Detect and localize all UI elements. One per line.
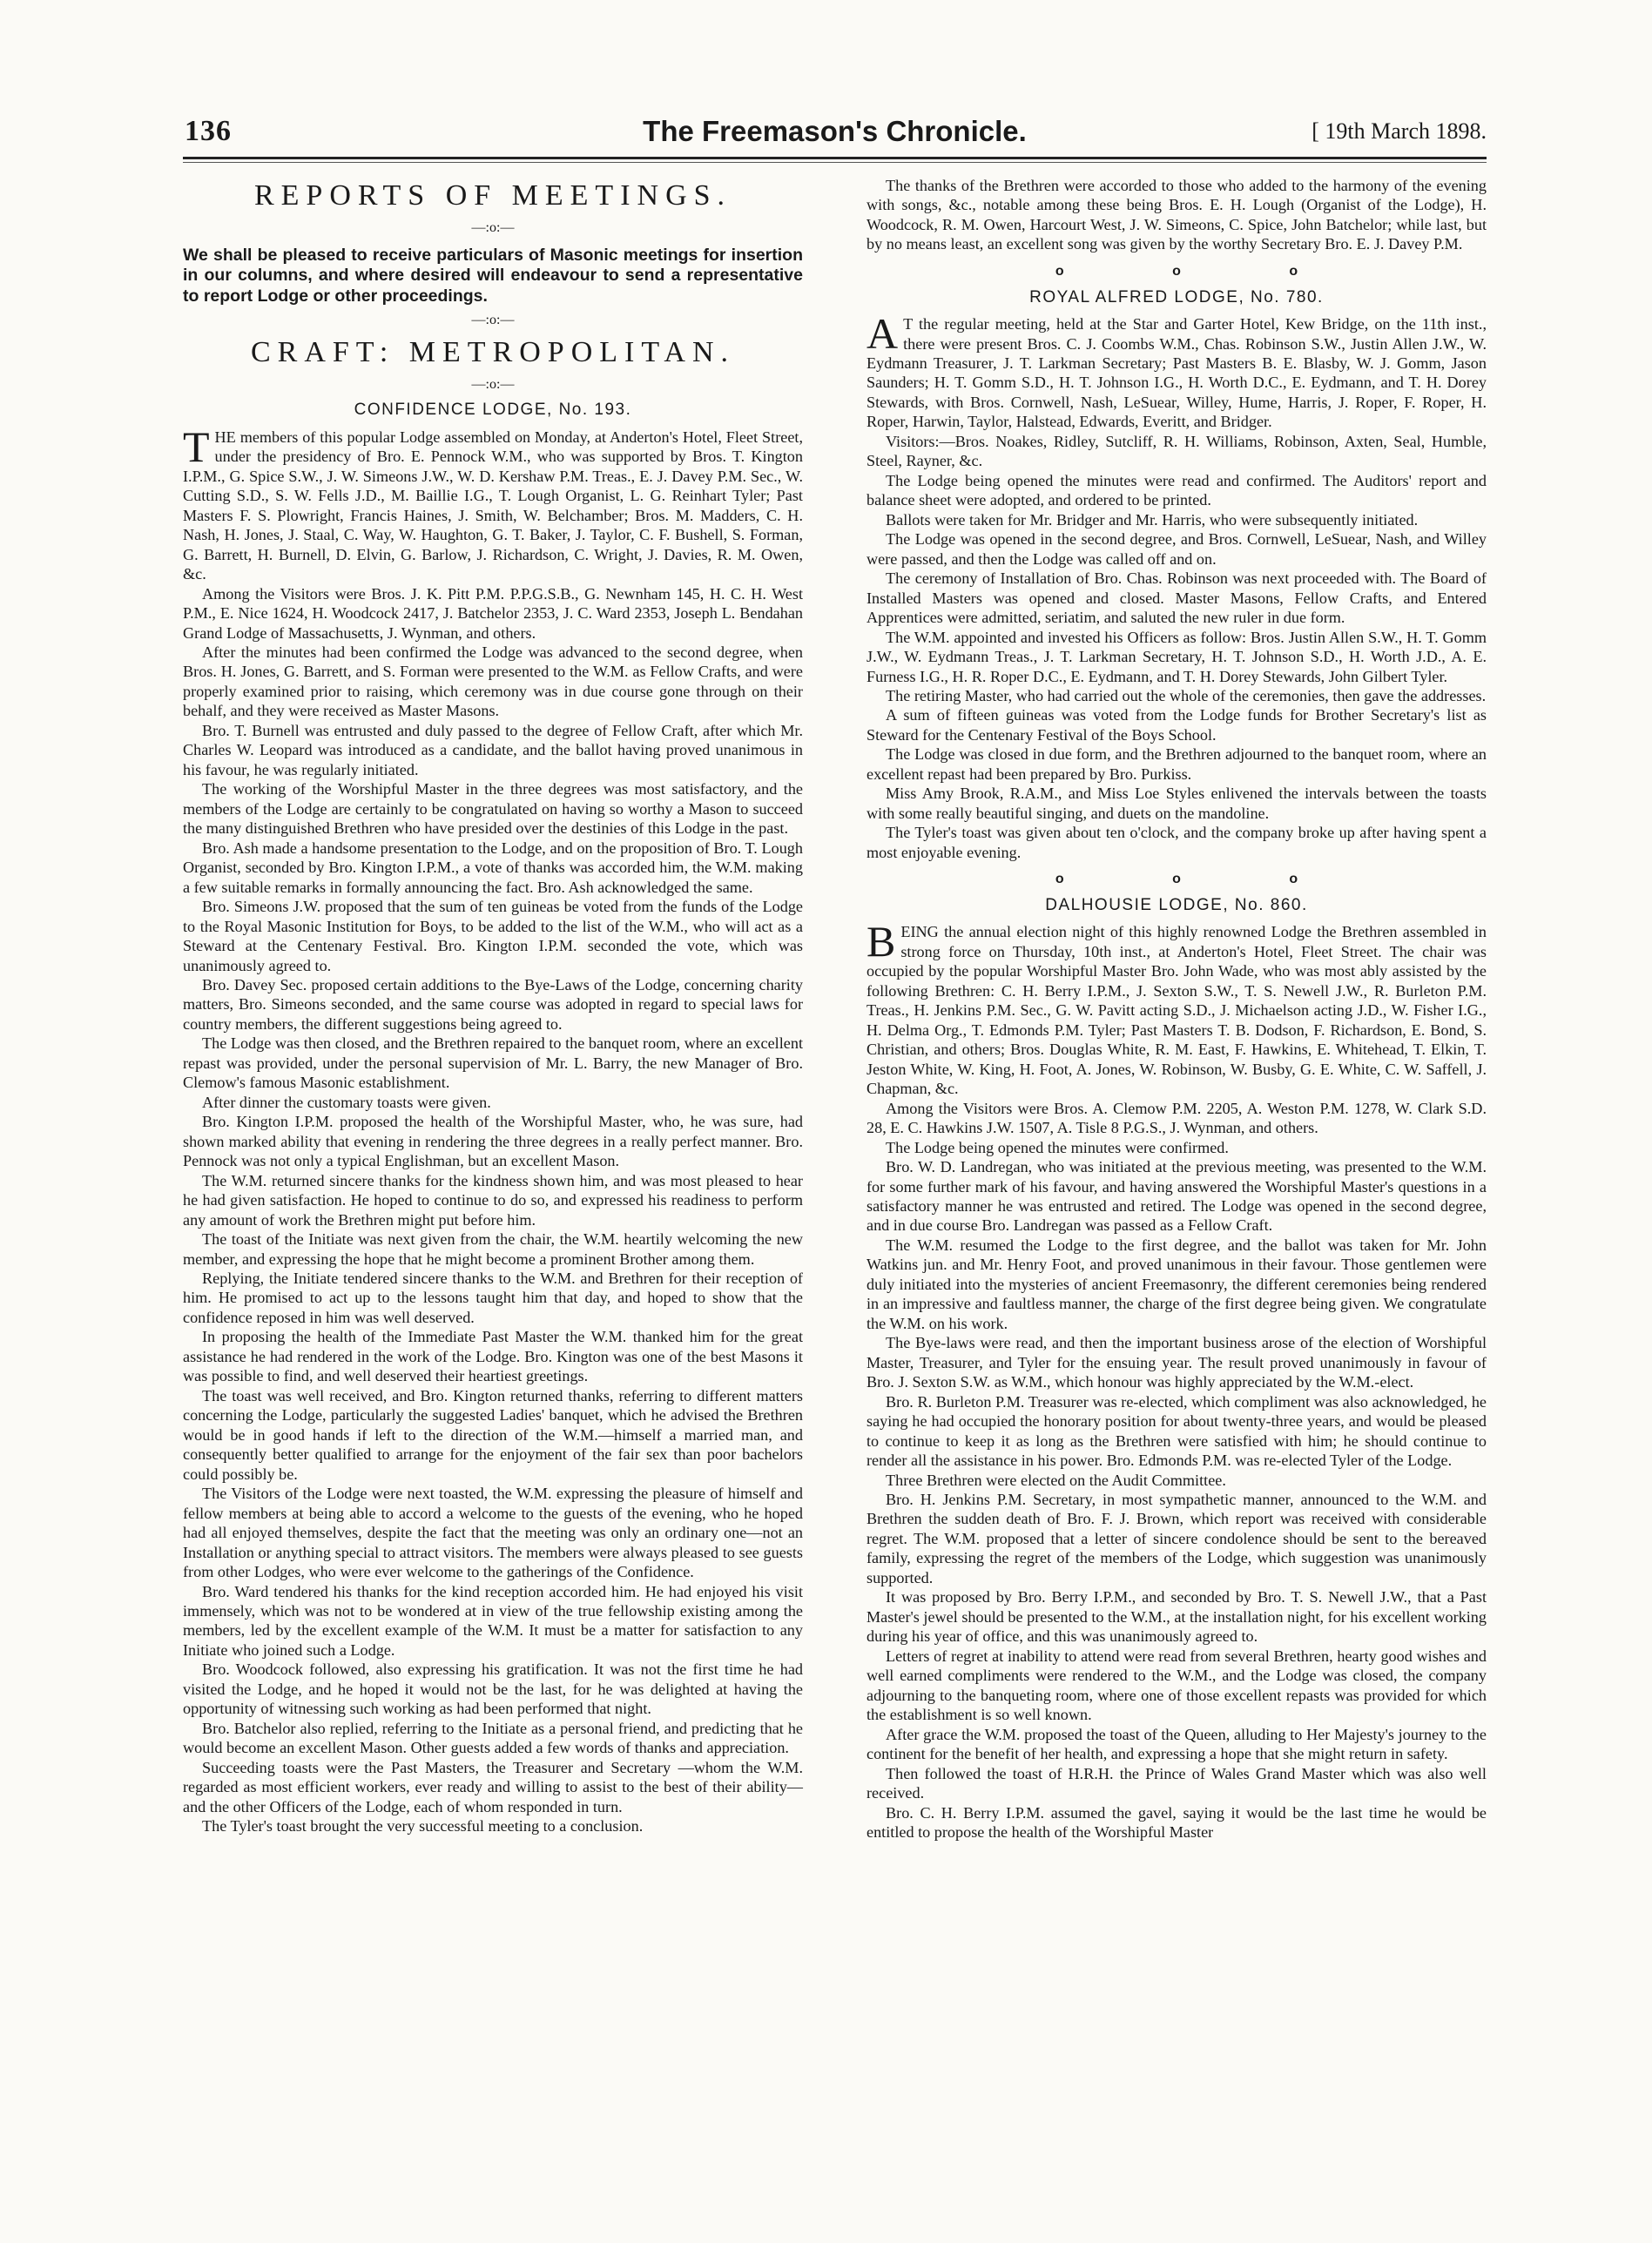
article-paragraph: After grace the W.M. proposed the toast of the Queen, alluding to Her Majesty's journey to the continent for the benefit of her health, and expressing a hope that she might return in safety.: [866, 1725, 1487, 1763]
article-paragraph: Bro. Woodcock followed, also expressing his gratification. It was not the first time he had visited the Lodge, and he hoped it would not be the last, for he was delighted at having the opportunity of witnessing such working as had been performed that night.: [183, 1660, 803, 1718]
drop-cap: A: [866, 309, 899, 359]
article-paragraph: The Lodge was closed in due form, and the Brethren adjourned to the banquet room, where an excellent repast had been prepared by Bro. Purkiss.: [866, 745, 1487, 783]
article-paragraph: It was proposed by Bro. Berry I.P.M., and seconded by Bro. T. S. Newell J.W., that a Past Master's jewel should be presented to the W.M., at the installation night, for his excellent working during his year of office, and this was unanimously agreed to.: [866, 1588, 1487, 1646]
article-paragraph: Bro. Ash made a handsome presentation to the Lodge, and on the proposition of Bro. T. Lough Organist, seconded by Bro. Kington I.P.M., a vote of thanks was accorded him, the W.M. making a few suitable remarks in formally announcing the fact. Bro. Ash acknowledged the same.: [183, 839, 803, 896]
article-paragraph: Miss Amy Brook, R.A.M., and Miss Loe Styles enlivened the intervals between the toasts with some really beautiful singing, and duets on the mandoline.: [866, 785, 1487, 822]
royal-alfred-paragraphs: [866, 432, 1487, 862]
article-paragraph: Replying, the Initiate tendered sincere thanks to the W.M. and Brethren for their reception of him. He promised to act up to the lessons taught him that day, and hoped to show that the confidence reposed in him was well deserved.: [183, 1270, 803, 1326]
masthead-title: The Freemason's Chronicle.: [643, 115, 1027, 147]
notice-text: We shall be pleased to receive particulars of Masonic meetings for insertion in our columns, and where desired will endeavour to send a representative to report Lodge or other proceedings.: [183, 245, 803, 306]
article-paragraph: The Lodge being opened the minutes were confirmed.: [886, 1138, 1229, 1156]
article-paragraph: After the minutes had been confirmed the Lodge was advanced to the second degree, when Bros. H. Jones, G. Barrett, and S. Forman were presented to the W.M. as Fellow Crafts, and were properly examined prior to raising, which ceremony was in due course gone through on their behalf, and they were received as Master Masons.: [183, 643, 803, 720]
article-paragraph: The Visitors of the Lodge were next toasted, the W.M. expressing the pleasure of himself and fellow members at being able to accord a welcome to the guests of the evening, who he hoped had all enjoyed themselves, despite the fact that the meeting was only an ordinary one—not an Installation or anything special to attract visitors. The members were always pleased to see guests from other Lodges, who were ever welcome to the gatherings of the Confidence.: [183, 1485, 803, 1581]
lodge-title-dalhousie: DALHOUSIE LODGE, No. 860.: [1045, 895, 1308, 914]
article-paragraph: Succeeding toasts were the Past Masters, the Treasurer and Secretary —whom the W.M. regarded as most efficient workers, ever ready and willing to assist to the best of their ability—and the other Officers of the Lodge, each of whom responded in turn.: [183, 1758, 803, 1815]
article-paragraph: The retiring Master, who had carried out the whole of the ceremonies, then gave the addresses.: [886, 686, 1487, 704]
paragraph-text: EING the annual election night of this highly renowned Lodge the Brethren assembled in strong force on Thursday, 10th inst., at Anderton's Hotel, Fleet Street. The chair was occupied by the popular Worshipful Master Bro. John Wade, who was most ably assisted by the following Brethren: C. H. Berry I.P.M., J. Sexton S.W., T. S. Newell J.W., R. Burleton P.M. Treas., H. Jenkins P.M. Sec., G. W. Pavitt acting S.D., J. Michaelson acting J.D., W. Fisher I.G., H. Delma Org., T. Edmonds P.M. Tyler; Past Masters T. B. Dodson, F. Richardson, E. Bond, S. Christian, and others; Bros. Douglas White, R. M. East, F. Hawkins, E. Whitehead, T. Elkin, T. Jeston White, W. King, H. Foot, A. Jones, W. Robinson, W. Busby, G. E. White, C. W. Saffell, J. Chapman, &c.: [866, 923, 1487, 1098]
article-paragraph: [866, 917, 1487, 1098]
article-paragraph: Bro. H. Jenkins P.M. Secretary, in most sympathetic manner, announced to the W.M. and Brethren the sudden death of Bro. F. J. Brown, which report was received with considerable regret. The W.M. proposed that a letter of sincere condolence should be sent to the bereaved family, expressing the regret of the members of the Lodge, which suggestion was unanimously supported.: [866, 1491, 1487, 1586]
article-paragraph: The Lodge was then closed, and the Brethren repaired to the banquet room, where an excellent repast was provided, under the personal supervision of Mr. L. Barry, the new Manager of Bro. Clemow's famous Masonic establishment.: [183, 1034, 803, 1092]
article-paragraph: Bro. W. D. Landregan, who was initiated at the previous meeting, was presented to the W.M. for some further mark of his favour, and having answered the Worshipful Master's questions in a satisfactory manner he was entrusted and retired. The Lodge was opened in the second degree, and in due course Bro. Landregan was passed as a Fellow Craft.: [866, 1158, 1487, 1235]
article-paragraph: Bro. Davey Sec. proposed certain additions to the Bye-Laws of the Lodge, concerning charity matters, Bro. Simeons seconded, and the same course was adopted in regard to special laws for country members, the different suggestions being agreed to.: [183, 975, 803, 1033]
article-paragraph: The W.M. returned sincere thanks for the kindness shown him, and was most pleased to hear he had given satisfaction. He hoped to continue to do so, and expressed his readiness to perform any amount of work the Brethren might put before him.: [183, 1171, 803, 1229]
article-paragraph: The Lodge was opened in the second degree, and Bros. Cornwell, LeSuear, Nash, and Willey were passed, and then the Lodge was called off and on.: [866, 530, 1487, 568]
header-rule-thin: [183, 162, 1487, 163]
dalhousie-paragraphs: [866, 1099, 1487, 1842]
left-column: [183, 176, 803, 1836]
article-paragraph: The Tyler's toast was given about ten o'clock, and the company broke up after having spent a most enjoyable evening.: [866, 824, 1487, 861]
article-paragraph: Bro. Simeons J.W. proposed that the sum of ten guineas be voted from the funds of the Lodge to the Royal Masonic Institution for Boys, to be added to the list of the W.M., who will act as a Steward at the Centenary Festival. Bro. Kington I.P.M. seconded the vote, which was unanimously agreed to.: [183, 898, 803, 974]
article-paragraph: Bro. Batchelor also replied, referring to the Initiate as a personal friend, and predicting that he would become an excellent Mason. Other guests added a few words of thanks and appreciation.: [183, 1719, 803, 1757]
article-paragraph: [866, 309, 1487, 432]
divider: —:o:—: [471, 312, 515, 327]
divider: —:o:—: [471, 219, 515, 235]
section-ornament: o o o: [1055, 872, 1351, 887]
article-paragraph: Then followed the toast of H.R.H. the Prince of Wales Grand Master which was also well received.: [866, 1764, 1487, 1802]
confidence-paragraphs: [183, 584, 803, 1836]
section-title: REPORTS OF MEETINGS.: [253, 179, 732, 212]
right-column: [866, 176, 1487, 1842]
issue-date: [ 19th March 1898.: [1311, 118, 1487, 144]
article-paragraph: A sum of fifteen guineas was voted from the Lodge funds for Brother Secretary's list as Steward for the Centenary Festival of the Boys School.: [866, 706, 1487, 744]
section-ornament: o o o: [1055, 263, 1351, 279]
article-paragraph: Ballots were taken for Mr. Bridger and Mr. Harris, who were subsequently initiated.: [886, 510, 1419, 529]
article-paragraph: Bro. Kington I.P.M. proposed the health of the Worshipful Master, who, he was sure, had shown marked ability that evening in rendering the three degrees in a really perfect manner. Bro. Pennock was not only a typical Englishman, but an excellent Mason.: [183, 1113, 803, 1170]
article-paragraph: The toast was well received, and Bro. Kington returned thanks, referring to different matters concerning the Lodge, particularly the suggested Ladies' banquet, which he advised the Brethren would be in good hands if left to the direction of the W.M.—himself a married man, and consequently better qualified to arrange for the enjoyment of the fair sex than poor bachelors could possibly be.: [183, 1386, 803, 1483]
lodge-title-royal-alfred: ROYAL ALFRED LODGE, No. 780.: [1029, 287, 1324, 306]
article-paragraph: Letters of regret at inability to attend were read from several Brethren, hearty good wishes and well earned compliments were rendered to the W.M., and the Lodge was closed, the company adjourning to the banqueting room, where one of those excellent repasts was provided for which the establishment is so well known.: [866, 1647, 1487, 1724]
article-paragraph: Bro. R. Burleton P.M. Treasurer was re-elected, which compliment was also acknowledged, he saying he had occupied the honorary position for about twenty-three years, and would be pleased to continue to keep it as long as the Brethren were satisfied with him; he should continue to render all the assistance in his power. Bro. Edmonds P.M. was re-elected Tyler of the Lodge.: [866, 1392, 1487, 1470]
article-paragraph: The toast of the Initiate was next given from the chair, the W.M. heartily welcoming the new member, and expressing the hope that he might become a prominent Brother among them.: [183, 1230, 803, 1268]
lodge-title-confidence: CONFIDENCE LODGE, No. 193.: [354, 401, 632, 420]
divider: —:o:—: [471, 376, 515, 392]
article-paragraph: The Bye-laws were read, and then the important business arose of the election of Worshipful Master, Treasurer, and Tyler for the ensuing year. The result proved unanimously in favour of Bro. J. Sexton S.W. as W.M., which honour was highly appreciated by the W.M.-elect.: [866, 1334, 1487, 1391]
article-paragraph: Three Brethren were elected on the Audit Committee.: [886, 1471, 1226, 1489]
article-paragraph: Bro. Ward tendered his thanks for the kind reception accorded him. He had enjoyed his visit immensely, which was not to be wondered at in view of the true fellowship existing among the members, led by the excellent example of the W.M. It must be a matter for satisfaction to any Initiate who joined such a Lodge.: [183, 1582, 803, 1659]
article-paragraph: The Lodge being opened the minutes were read and confirmed. The Auditors' report and balance sheet were adopted, and ordered to be printed.: [866, 471, 1487, 509]
article-paragraph: In proposing the health of the Immediate Past Master the W.M. thanked him for the great assistance he had rendered in the work of the Lodge. Bro. Kington was one of the best Masons it was possible to find, and well deserved their heartiest greetings.: [183, 1328, 803, 1385]
article-paragraph: After dinner the customary toasts were given.: [202, 1093, 491, 1111]
paragraph-text: HE members of this popular Lodge assembled on Monday, at Anderton's Hotel, Fleet Street, under the presidency of Bro. E. Pennock W.M., who was supported by Bros. T. Kington I.P.M., G. Spice S.W., J. W. Simeons J.W., W. D. Kershaw P.M. Treas., E. J. Davey P.M. Sec., W. Cutting S.D., S. W. Fells J.D., M. Baillie I.G., T. Lough Organist, L. G. Reinhart Tyler; Past Masters F. S. Plowright, Francis Haines, J. Smith, W. Belchamber; Bros. M. Madders, C. H. Nash, H. Jones, J. Staal, C. Way, W. Haughton, G. T. Baker, J. Taylor, C. F. Bushell, S. Forman, G. Barrett, H. Burnell, D. Elvin, G. Barlow, J. Richardson, C. Wright, J. Davies, R. M. Owen, &c.: [183, 428, 803, 583]
article-paragraph: The thanks of the Brethren were accorded to those who added to the harmony of the evening with songs, &c., notable among these being Bros. E. H. Lough (Organist of the Lodge), H. Woodcock, R. M. Owen, Harcourt West, J. W. Simeons, C. Spice, John Batchelor; while last, but by no means least, an excellent song was given by the worthy Secretary Bro. E. J. Davey P.M.: [866, 177, 1487, 253]
article-paragraph: The ceremony of Installation of Bro. Chas. Robinson was next proceeded with. The Board of Installed Masters was opened and closed. Master Masons, Fellow Crafts, and Entered Apprentices were admitted, seriatim, and saluted the new ruler in due form.: [866, 569, 1487, 627]
article-paragraph: Bro. T. Burnell was entrusted and duly passed to the degree of Fellow Craft, after which Mr. Charles W. Leopard was introduced as a candidate, and the ballot having proved unanimous in his favour, he was regularly initiated.: [183, 721, 803, 778]
header-rule: [183, 157, 1487, 159]
paragraph-text: T the regular meeting, held at the Star and Garter Hotel, Kew Bridge, on the 11th inst., there were present Bros. C. J. Coombs W.M., Chas. Robinson S.W., Justin Allen J.W., W. Eydmann Treasurer, J. T. Larkman Secretary; Past Masters B. E. Blasby, W. J. Gomm, Jason Saunders; H. T. Gomm S.D., H. T. Johnson I.G., H. Worth D.C., E. Eydmann, and T. H. Dorey Stewards, with Bros. Cornwell, Nash, LeSuear, Willey, Hume, Harris, J. Roper, F. Roper, H. Roper, Harwin, Taylor, Halstead, Edwards, Everitt, and Bridger.: [866, 315, 1487, 431]
article-paragraph: Visitors:—Bros. Noakes, Ridley, Sutcliff, R. H. Williams, Robinson, Axten, Seal, Humble, Steel, Rayner, &c.: [866, 432, 1487, 470]
drop-cap: T: [183, 421, 210, 471]
article-paragraph: [183, 421, 803, 584]
article-paragraph: The W.M. resumed the Lodge to the first degree, and the ballot was taken for Mr. John Watkins jun. and Mr. Henry Foot, and proved unanimous in their favour. Those gentlemen were duly initiated into the mysteries of ancient Freemasonry, the different ceremonies being rendered in an impressive and faultless manner, the charge of the first degree being given. We congratulate the W.M. on his work.: [866, 1236, 1487, 1332]
article-paragraph: The Tyler's toast brought the very successful meeting to a conclusion.: [202, 1817, 644, 1835]
page-header: [183, 115, 1487, 153]
article-paragraph: Among the Visitors were Bros. J. K. Pitt P.M. P.P.G.S.B., G. Newnham 145, H. C. H. West P.M., E. Nice 1624, H. Woodcock 2417, J. Batchelor 2353, J. C. Ward 2353, Joseph L. Bendahan Grand Lodge of Massachusetts, J. Wynman, and others.: [183, 584, 803, 642]
article-paragraph: Bro. C. H. Berry I.P.M. assumed the gavel, saying it would be the last time he would be entitled to propose the health of the Worshipful Master: [866, 1803, 1487, 1841]
article-paragraph: The W.M. appointed and invested his Officers as follow: Bros. Justin Allen S.W., H. T. Gomm J.W., W. Eydmann Treas., J. T. Larkman Secretary, H. T. Johnson S.D., H. Worth J.D., A. E. Furness I.G., H. R. Roper D.C., E. Eydmann, and T. H. Dorey Stewards, John Gilbert Tyler.: [866, 628, 1487, 685]
craft-title: CRAFT: METROPOLITAN.: [250, 335, 736, 368]
article-paragraph: Among the Visitors were Bros. A. Clemow P.M. 2205, A. Weston P.M. 1278, W. Clark S.D. 28, E. C. Hawkins J.W. 1507, A. Tisle 8 P.G.S., J. Wynman, and others.: [866, 1099, 1487, 1137]
page-number: 136: [185, 115, 232, 147]
drop-cap: B: [866, 917, 896, 967]
article-paragraph: The working of the Worshipful Master in the three degrees was most satisfactory, and the members of the Lodge are certainly to be congratulated on having so worthy a Mason to succeed the many distinguished Brethren who have presided over the destinies of this Lodge in the past.: [183, 780, 803, 838]
